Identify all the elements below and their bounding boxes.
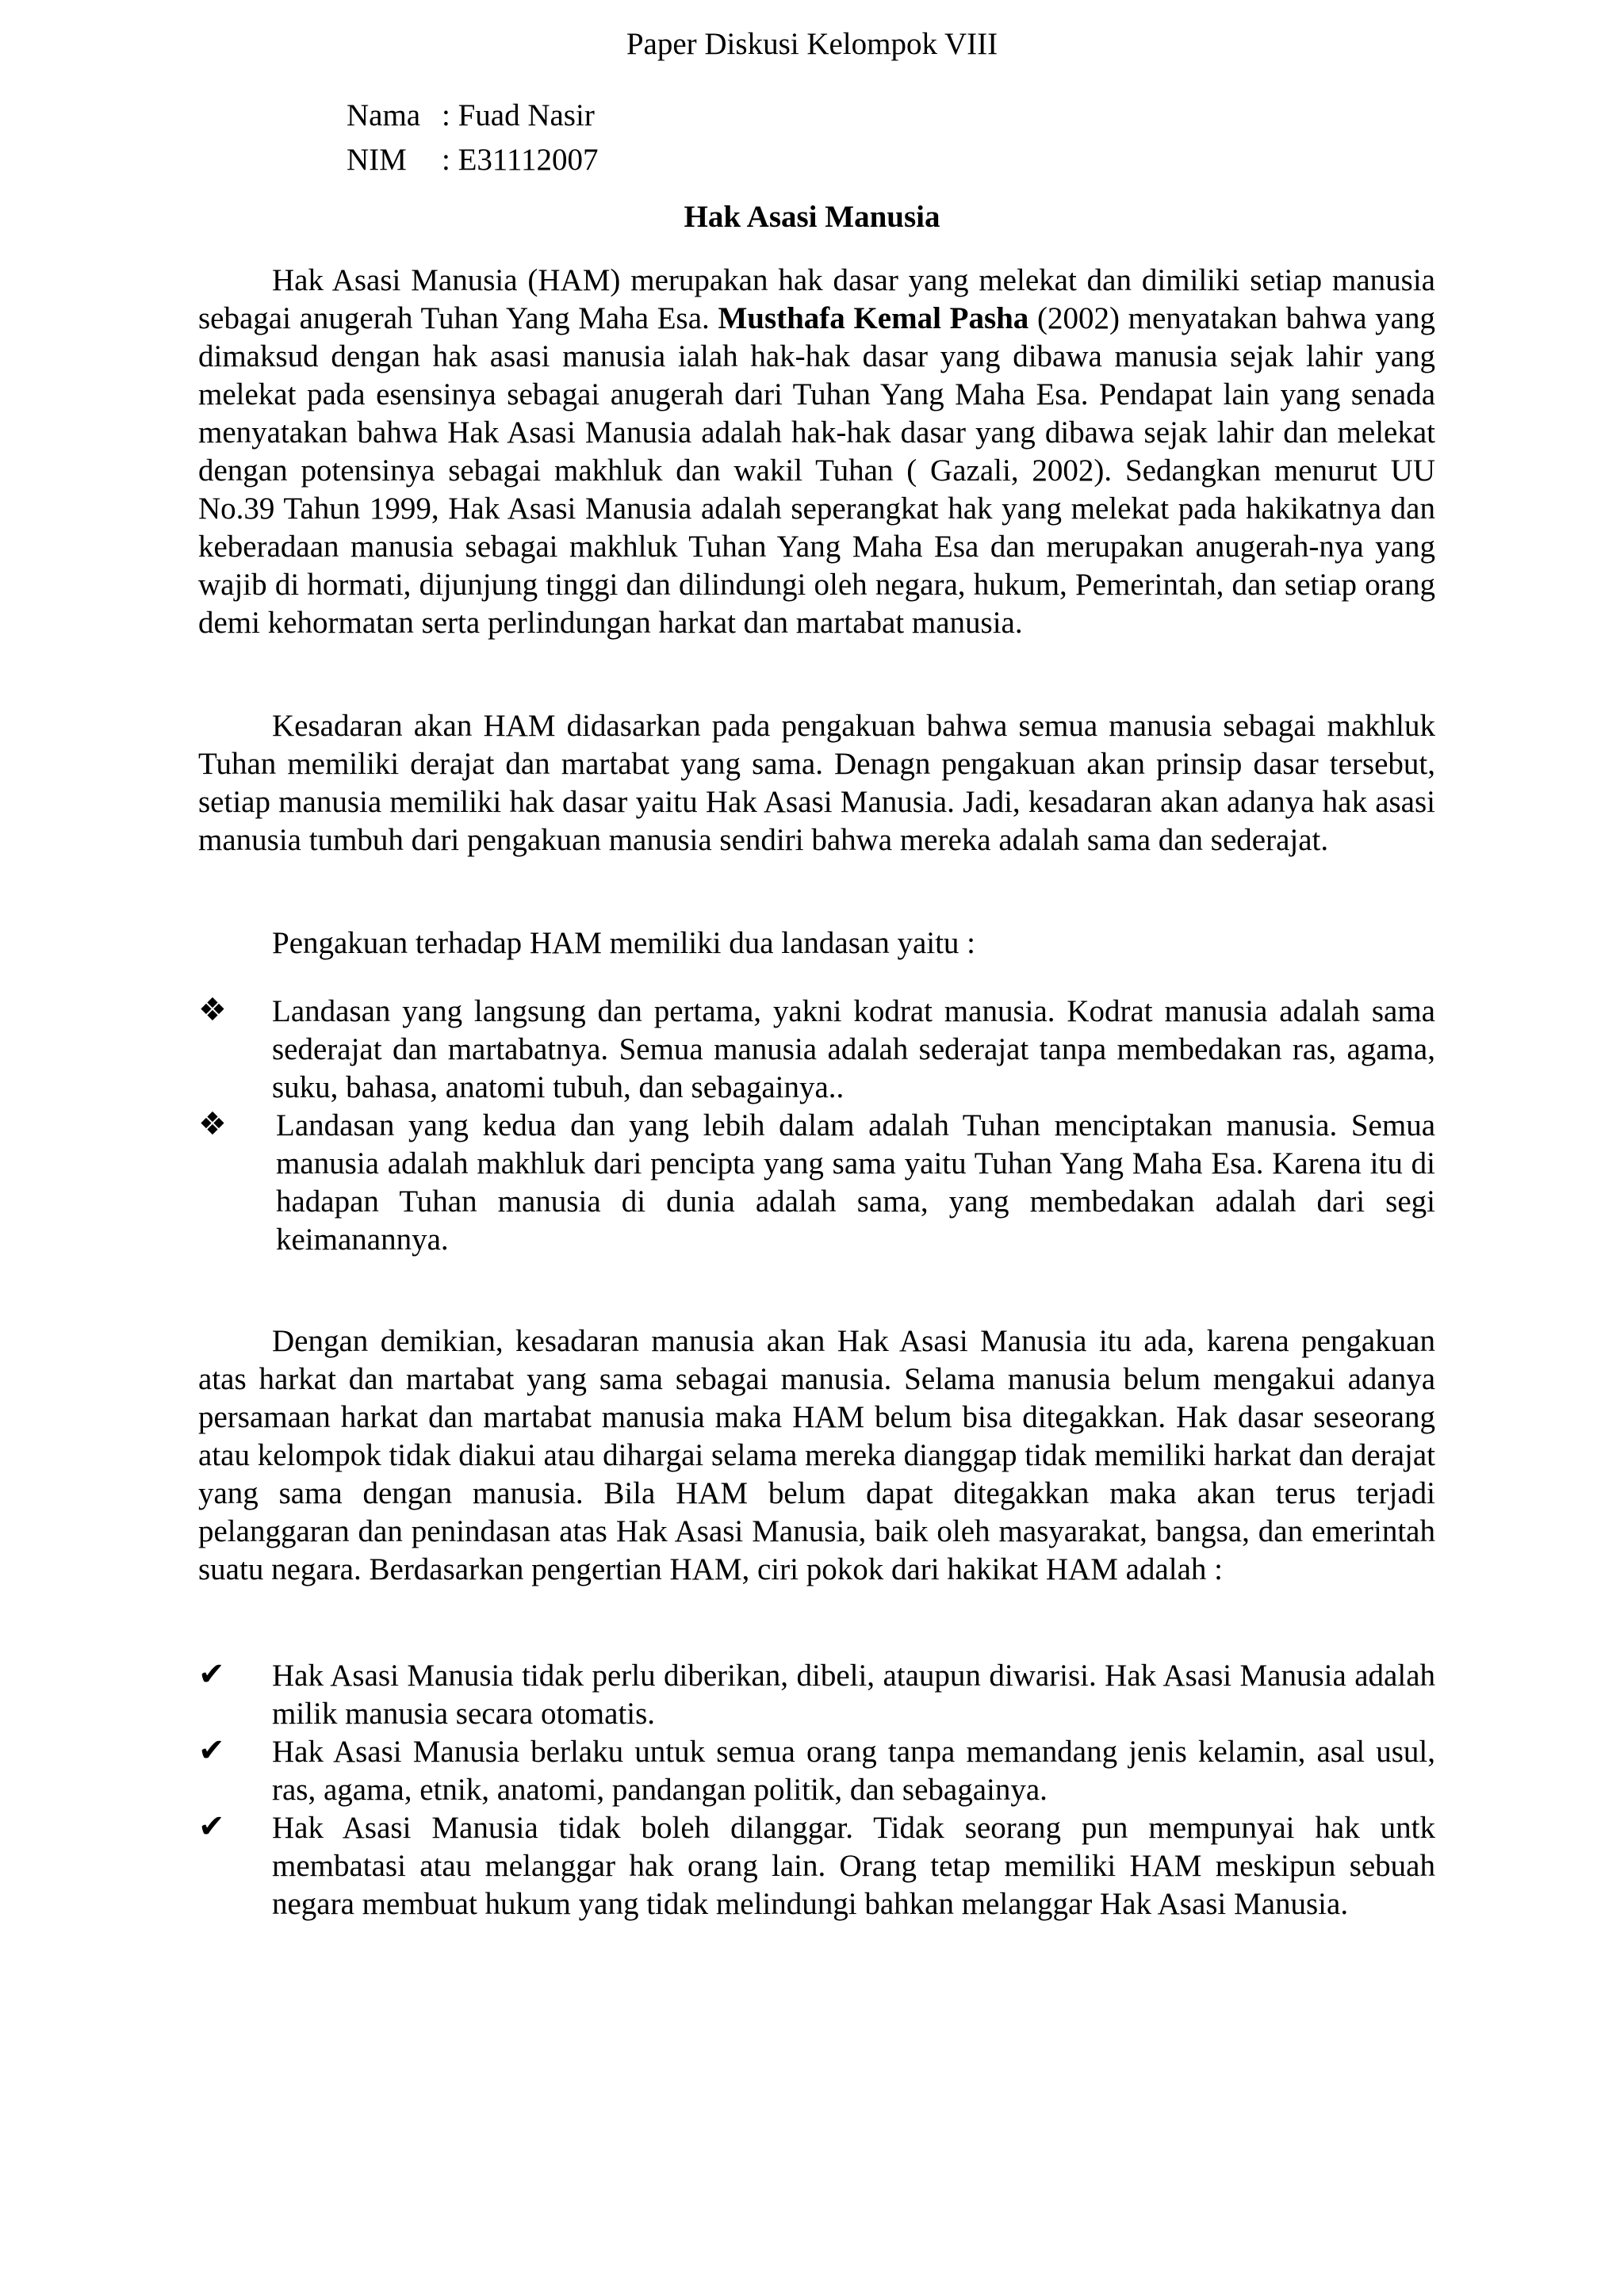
paragraph-1-author: Musthafa Kemal Pasha [718,301,1029,335]
diamond-bullet-list [198,993,1435,1259]
list-item-text: Hak Asasi Manusia tidak boleh dilanggar. Tidak seorang pun mempunyai hak untk membatasi atau melanggar hak orang lain. Orang tetap memiliki HAM meskipun sebuah negara membuat hukum yang tidak melindungi bahkan melanggar Hak Asasi Manusia. [272,1811,1435,1921]
nim-row [347,138,599,182]
check-mark-icon: ✔ [198,1808,225,1845]
check-bullet-list [198,1657,1435,1923]
list-item [198,1107,1435,1259]
paragraph-1-rest: (2002) menyatakan bahwa yang dimaksud dengan hak asasi manusia ialah hak-hak dasar yang dibawa manusia sejak lahir yang melekat pada esensinya sebagai anugerah dari Tuhan Yang Maha Esa. Pendapat lain yang senada menyatakan bahwa Hak Asasi Manusia adalah hak-hak dasar yang dibawa sejak lahir dan melekat dengan potensinya sebagai makhluk dan wakil Tuhan ( Gazali, 2002). Sedangkan menurut UU No.39 Tahun 1999, Hak Asasi Manusia adalah seperangkat hak yang melekat pada hakikatnya dan keberadaan manusia sebagai makhluk Tuhan Yang Maha Esa dan merupakan anugerah-nya yang wajib di hormati, dijunjung tinggi dan dilindungi oleh negara, hukum, Pemerintah, dan setiap orang demi kehormatan serta perlindungan harkat dan martabat manusia. [198,301,1435,640]
list-item [198,1809,1435,1923]
paragraph-2: Kesadaran akan HAM didasarkan pada pengakuan bahwa semua manusia sebagai makhluk Tuhan memiliki derajat dan martabat yang sama. Denagn pengakuan akan prinsip dasar tersebut, setiap manusia memiliki hak dasar yaitu Hak Asasi Manusia. Jadi, kesadaran akan adanya hak asasi manusia tumbuh dari pengakuan manusia sendiri bahwa mereka adalah sama dan sederajat. [198,709,1435,857]
list-item-text: Landasan yang kedua dan yang lebih dalam adalah Tuhan menciptakan manusia. Semua manusia adalah makhluk dari pencipta yang sama yaitu Tuhan Yang Maha Esa. Karena itu di hadapan Tuhan manusia di dunia adalah sama, yang membedakan adalah dari segi keimanannya. [276,1108,1435,1257]
list-item-text: Hak Asasi Manusia tidak perlu diberikan, dibeli, ataupun diwarisi. Hak Asasi Manusia adalah milik manusia secara otomatis. [272,1659,1435,1731]
nim-value: : E31112007 [442,143,599,177]
list-item [198,1733,1435,1809]
name-row [347,94,599,138]
diamond-bullet-icon: ❖ [198,992,227,1028]
document-title: Hak Asasi Manusia [684,200,940,234]
check-mark-icon: ✔ [198,1656,225,1693]
paragraph-3: Pengakuan terhadap HAM memiliki dua landasan yaitu : [272,926,976,960]
list-item-text: Landasan yang langsung dan pertama, yakni kodrat manusia. Kodrat manusia adalah sama sederajat dan martabatnya. Semua manusia adalah sederajat tanpa membedakan ras, agama, suku, bahasa, anatomi tubuh, dan sebagainya.. [272,994,1435,1104]
name-label: Nama [347,98,421,132]
paragraph-1 [198,262,1435,642]
list-item [198,1657,1435,1733]
nim-label: NIM [347,143,407,177]
paragraph-1-intro: Hak Asasi Manusia (HAM) merupakan hak dasar yang melekat dan dimiliki setiap manusia sebagai anugerah Tuhan Yang Maha Esa. [198,263,1435,335]
list-item [198,993,1435,1107]
name-value: : Fuad Nasir [442,98,595,132]
paragraph-4: Dengan demikian, kesadaran manusia akan Hak Asasi Manusia itu ada, karena pengakuan atas harkat dan martabat yang sama sebagai manusia. Selama manusia belum mengakui adanya persamaan harkat dan martabat manusia maka HAM belum bisa ditegakkan. Hak dasar seseorang atau kelompok tidak diakui atau dihargai selama mereka dianggap tidak memiliki harkat dan derajat yang sama dengan manusia. Bila HAM belum dapat ditegakkan maka akan terus terjadi pelanggaran dan penindasan atas Hak Asasi Manusia, baik oleh masyarakat, bangsa, dan emerintah suatu negara. Berdasarkan pengertian HAM, ciri pokok dari hakikat HAM adalah : [198,1324,1435,1586]
check-mark-icon: ✔ [198,1732,225,1769]
list-item-text: Hak Asasi Manusia berlaku untuk semua orang tanpa memandang jenis kelamin, asal usul, ras, agama, etnik, anatomi, pandangan politik, dan sebagainya. [272,1735,1435,1807]
author-identity [347,94,599,182]
page-header-title: Paper Diskusi Kelompok VIII [626,27,998,61]
diamond-bullet-icon: ❖ [198,1106,227,1142]
